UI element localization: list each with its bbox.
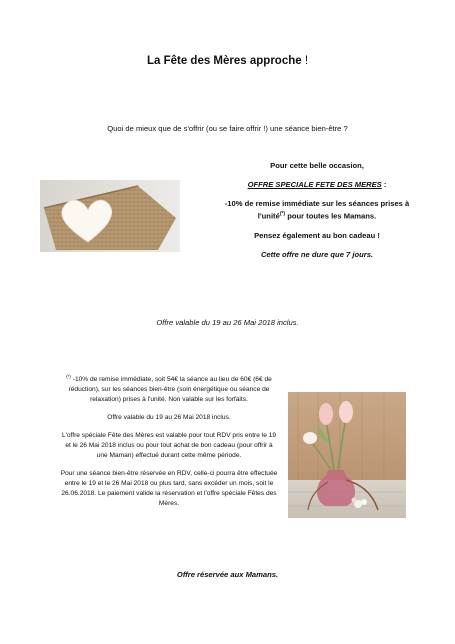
offer-discount [198,198,436,222]
offer-discount-rest: pour toutes les Mamans. [285,211,377,221]
notes-p3: L'offre spéciale Fête des Mères est valable pour tout RDV pris entre le 19 et le 26 Mai 2018 inclus ou pour tout achat de bon cadeau (pour offrir à une Maman) effectué durant cette même période. [61,432,277,460]
notes-p4: Pour une séance bien-être réservée en RDV, celle-ci pourra être effectuée entre le 19 et le 26 Mai 2018 ou plus tard, sans excéder un mois, soit le 26.06.2018. Le paiement valide la réservation et l'offre spéciale Fêtes des Mères. [60,470,278,508]
offer-duration: Cette offre ne dure que 7 jours. [260,249,374,259]
validity-text: Offre valable du 19 au 26 Mai 2018 inclus. [156,318,299,327]
title-exclamation: ! [301,55,309,67]
tulip-vase-photo [288,392,406,518]
burlap-heart-photo [40,180,180,252]
notes-sup: (*) [66,374,71,379]
title-text: La Fête des Mères approche [146,55,302,67]
reserved-text: Offre réservée aux Mamans. [176,570,279,579]
flower-vase-image [288,392,406,518]
notes-block [60,372,278,517]
offer-discount-sup: (*) [279,211,286,217]
notes-p2: Offre valable du 19 au 26 Mai 2018 inclus. [107,414,231,422]
offer-headline: OFFRE SPECIALE FETE DES MERES [247,180,382,189]
offer-discount-line1: -10% de remise immédiate sur les séances prises à [224,199,410,208]
notes-p1 [60,372,278,405]
burlap-heart-image [40,180,180,252]
offer-occasion: Pour cette belle occasion, [270,161,364,170]
intro-text: Quoi de mieux que de s'offrir (ou se faire offrir !) une séance bien-être ? [107,124,348,133]
offer-headline-suffix: : [381,180,387,189]
page-title [0,55,455,67]
offer-headline-line [198,179,436,190]
offer-discount-unit: l'unité [257,211,280,221]
notes-p1-text: -10% de remise immédiate, soit 54€ la séance au lieu de 60€ (6€ de réduction), sur les séances bien-être (soin énergétique ou séance de relaxation) prises à l'unité. Non valable sur les forfaits. [68,376,272,404]
offer-gift: Pensez également au bon cadeau ! [254,230,380,240]
offer-block [198,160,436,268]
